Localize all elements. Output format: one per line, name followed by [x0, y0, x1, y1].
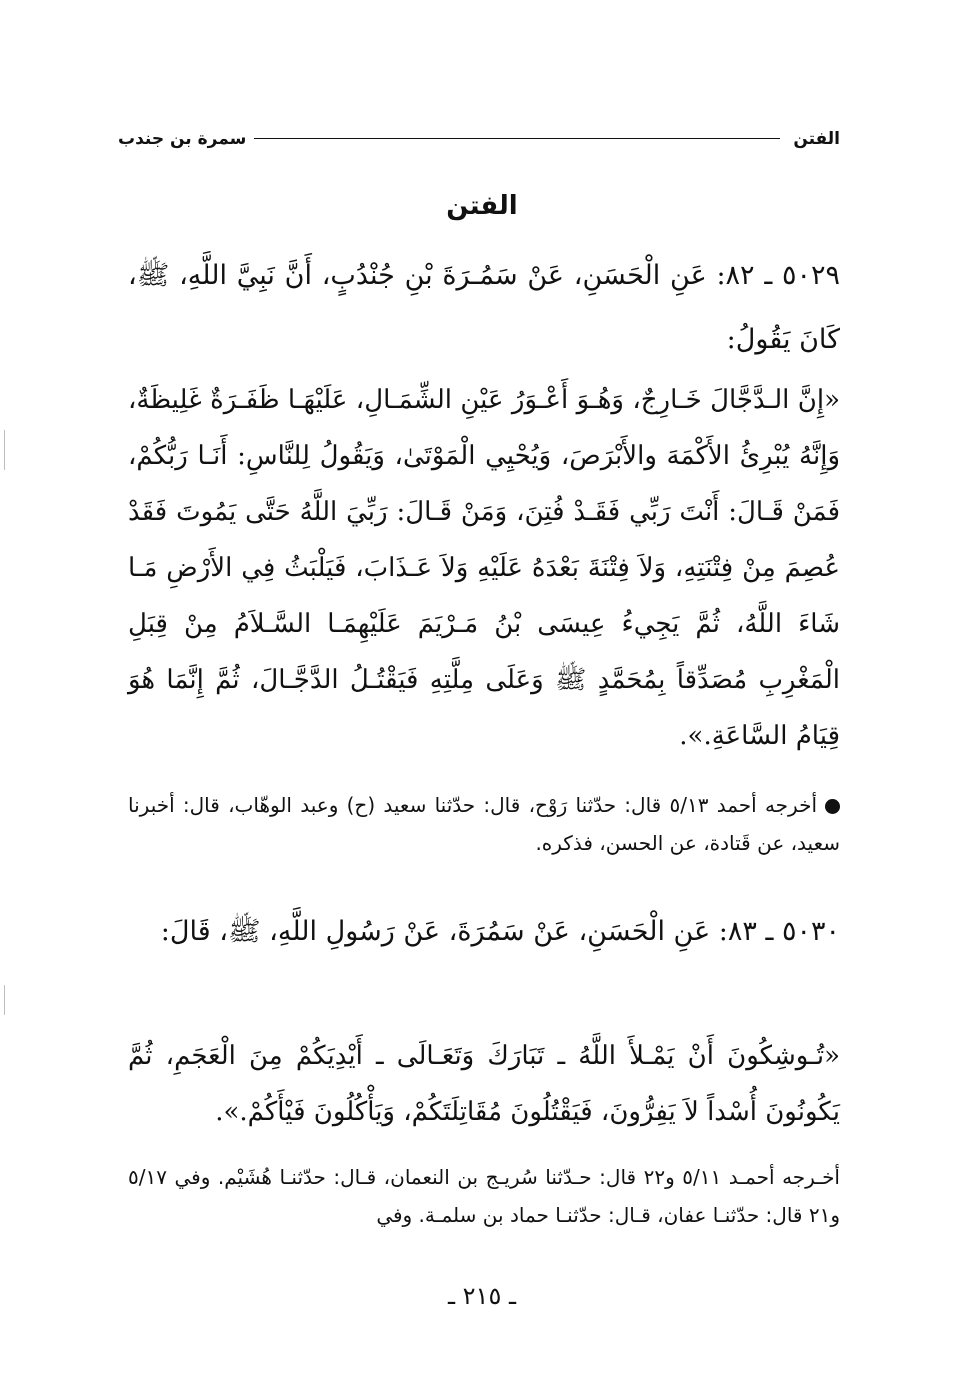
hadith-1-isnad: ٥٠٢٩ ـ ٨٢: عَنِ الْحَسَنِ، عَنْ سَمُـرَةَ بْنِ جُنْدُبٍ، أَنَّ نَبِيَّ اللَّهِ، ﷺ، كَانَ يَقُولُ:: [128, 260, 840, 355]
hadith-2-takhrij: أخـرجه أحمـد ٥/١١ و٢٢ قال: حـدّثنا سُريـج بن النعمان، قـال: حدّثنـا هُشَيْم. وفي ٥/١٧ و٢١ قال: حدّثنـا عفان، قـال: حدّثنـا حماد بن سلمـة. وفي: [128, 1165, 840, 1227]
margin-scan-mark: [4, 985, 5, 1015]
hadith-1-takhrij-text: أخرجه أحمد ٥/١٣ قال: حدّثنا رَوْح، قال: حدّثنا سعيد (ح) وعبد الوهّاب، قال: أخبرنا سعيد، عن قَتادة، عن الحسن، فذكره.: [128, 793, 840, 855]
hadith-2-matn: «تُـوشِكُونَ أَنْ يَمْـلأَ اللَّهُ ـ تَبَارَكَ وَتَعَـالَى ـ أَيْدِيَكُمْ مِنَ الْعَجَمِ، ثُمَّ يَكُونُونَ أُسْداً لاَ يَفِرُّونَ، فَيَقْتُلُونَ مُقَاتِلَتَكُمْ، وَيَأْكُلُونَ فَيْأَكُمْ.».: [128, 1041, 840, 1127]
header-rule: [254, 138, 780, 139]
chapter-title: الفتن: [446, 191, 518, 221]
hadith-1-matn: «إِنَّ الـدَّجَّالَ خَـارِجٌ، وَهُـوَ أَعْـوَرُ عَيْنِ الشِّمَـالِ، عَلَيْهَـا ظَفَـرَةٌ غَلِيظَةٌ، وَإِنَّهُ يُبْرِئُ الأَكْمَهَ والأَبْرَصَ، وَيُحْيِي الْمَوْتَىٰ، وَيَقُولُ لِلنَّاسِ: أَنَـا رَبُّكُمْ، فَمَنْ قَـالَ: أَنْتَ رَبِّي فَقَـدْ فُتِنَ، وَمَنْ قَـالَ: رَبِّيَ اللَّهُ حَتَّى يَمُوتَ فَقَدْ عُصِمَ مِنْ فِتْنَتِهِ، وَلاَ فِتْنَةَ بَعْدَهُ عَلَيْهِ وَلاَ عَـذَابَ، فَيَلْبَثُ فِي الأَرْضِ مَـا شَاءَ اللَّهُ، ثُمَّ يَجِيءُ عِيسَى بْنُ مَـرْيَمَ عَلَيْهِمَـا السَّـلاَمُ مِنْ قِبَلِ الْمَغْرِبِ مُصَدِّقاً بِمُحَمَّدٍ ﷺ وَعَلَى مِلَّتِهِ فَيَقْتُـلُ الدَّجَّـالَ، ثُمَّ إِنَّمَا هُوَ قِيَامُ السَّاعَةِ.».: [128, 385, 840, 751]
hadith-2-isnad: ٥٠٣٠ ـ ٨٣: عَنِ الْحَسَنِ، عَنْ سَمُرَةَ، عَنْ رَسُولِ اللَّهِ، ﷺ، قَالَ:: [160, 916, 840, 947]
running-header: [118, 118, 840, 158]
takhrij-bullet-icon: [825, 799, 840, 814]
margin-scan-mark: [4, 430, 5, 470]
hadith-1-takhrij: [128, 786, 840, 862]
running-header-section: الفتن: [793, 129, 840, 149]
page-number: ـ ٢١٥ ـ: [447, 1282, 516, 1310]
running-header-companion: سمرة بن جندب: [118, 129, 247, 149]
